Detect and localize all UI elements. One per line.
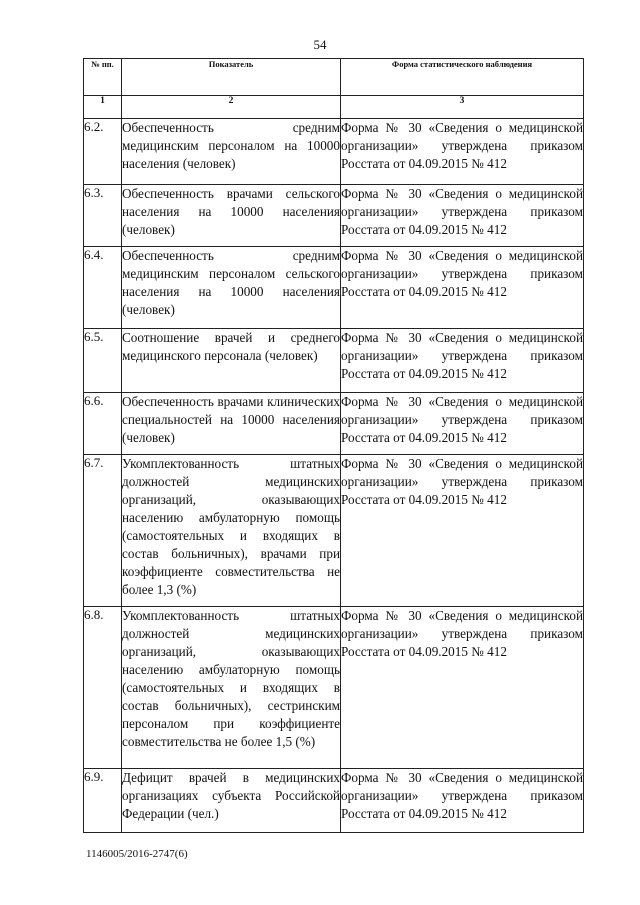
row-indicator: Укомплектованность штатных должностей медицинских организаций, оказывающих населению амбулаторную помощь (самостоятельных и входящих в состав больничных), врачами при коэффициенте совместительства не более 1,3 (%): [122, 455, 341, 607]
row-indicator: Обеспеченность средним медицинским персоналом сельского населения на 10000 населения (человек): [122, 247, 341, 329]
row-form: Форма № 30 «Сведения о медицинской организации» утверждена приказом Росстата от 04.09.2015 № 412: [341, 393, 584, 455]
row-indicator: Дефицит врачей в медицинских организациях субъекта Российской Федерации (чел.): [122, 769, 341, 833]
row-form: Форма № 30 «Сведения о медицинской организации» утверждена приказом Росстата от 04.09.2015 № 412: [341, 769, 584, 833]
row-number: 6.9.: [84, 769, 122, 833]
row-number: 6.4.: [84, 247, 122, 329]
row-number: 6.6.: [84, 393, 122, 455]
row-indicator: Обеспеченность врачами сельского населения на 10000 населения (человек): [122, 185, 341, 247]
row-number: 6.7.: [84, 455, 122, 607]
column-number-row: [84, 96, 584, 119]
row-form: Форма № 30 «Сведения о медицинской организации» утверждена приказом Росстата от 04.09.2015 № 412: [341, 247, 584, 329]
row-form: Форма № 30 «Сведения о медицинской организации» утверждена приказом Росстата от 04.09.2015 № 412: [341, 119, 584, 185]
column-number-3: 3: [341, 96, 584, 119]
table-row: [84, 393, 584, 455]
table-row: [84, 329, 584, 393]
row-indicator: Обеспеченность врачами клинических специальностей на 10000 населения (человек): [122, 393, 341, 455]
row-number: 6.2.: [84, 119, 122, 185]
header-num: № пп.: [84, 59, 122, 96]
row-form: Форма № 30 «Сведения о медицинской организации» утверждена приказом Росстата от 04.09.2015 № 412: [341, 455, 584, 607]
header-indicator: Показатель: [122, 59, 341, 96]
table-row: [84, 185, 584, 247]
table-row: [84, 769, 584, 833]
row-indicator: Укомплектованность штатных должностей медицинских организаций, оказывающих населению амбулаторную помощь (самостоятельных и входящих в состав больничных), сестринским персоналом при коэффициенте совместительства не более 1,5 (%): [122, 607, 341, 769]
indicators-table: [83, 58, 584, 833]
column-number-1: 1: [84, 96, 122, 119]
table-header-row: [84, 59, 584, 96]
row-number: 6.8.: [84, 607, 122, 769]
row-indicator: Обеспеченность средним медицинским персоналом на 10000 населения (человек): [122, 119, 341, 185]
header-form: Форма статистического наблюдения: [341, 59, 584, 96]
row-indicator: Соотношение врачей и среднего медицинского персонала (человек): [122, 329, 341, 393]
table-row: [84, 119, 584, 185]
table-row: [84, 607, 584, 769]
row-form: Форма № 30 «Сведения о медицинской организации» утверждена приказом Росстата от 04.09.2015 № 412: [341, 607, 584, 769]
table-row: [84, 247, 584, 329]
row-form: Форма № 30 «Сведения о медицинской организации» утверждена приказом Росстата от 04.09.2015 № 412: [341, 329, 584, 393]
column-number-2: 2: [122, 96, 341, 119]
page-number: 54: [313, 37, 327, 52]
table-row: [84, 455, 584, 607]
row-number: 6.3.: [84, 185, 122, 247]
document-code: 1146005/2016-2747(6): [86, 848, 188, 860]
row-form: Форма № 30 «Сведения о медицинской организации» утверждена приказом Росстата от 04.09.2015 № 412: [341, 185, 584, 247]
row-number: 6.5.: [84, 329, 122, 393]
